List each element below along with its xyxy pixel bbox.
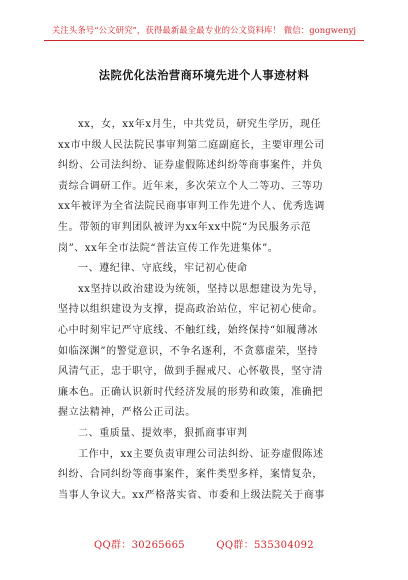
body-line: 纠纷、合同纠纷等商事案件，案件类型多样，案情复杂， [58, 469, 323, 481]
body-line: 握立法精神，严格公正司法。 [58, 407, 196, 419]
body-line: 岗”、xx年全市法院“普法宣传工作先进集体”。 [58, 242, 279, 254]
body-line: 责综合调研工作。近年来，多次荣立个人二等功、三等功 [58, 180, 323, 192]
body-line: xx市中级人民法院民事审判第二庭副庭长，主要审理公司 [58, 139, 325, 151]
document-body [58, 115, 352, 506]
body-line: 纠纷、公司法纠纷、证券虚假陈述纠纷等商事案件，并负 [58, 160, 323, 172]
document-title: 法院优化法治营商环境先进个人事迹材料 [98, 68, 310, 82]
body-line: 工作中，xx主要负责审理公司法纠纷、证券虚假陈述 [78, 448, 324, 460]
body-line: 廉本色。正确认识新时代经济发展的形势和政策，准确把 [58, 386, 323, 398]
footer-qq-group-1: QQ群：30265665 [94, 540, 185, 551]
body-line: 生。带领的审判团队被评为xx年xx中院“为民服务示范 [58, 221, 312, 233]
header-divider [44, 40, 364, 41]
body-line: xx年被评为全省法院民商事审判工作先进个人、优秀选调 [58, 201, 325, 213]
body-line: xx坚持以政治建设为统领，坚持以思想建设为先导， [78, 283, 324, 295]
body-line: 如临深渊”的警觉意识，不争名逐利，不贪慕虚荣，坚持 [58, 345, 319, 357]
body-line: 坚持以组织建设为支撑，提高政治站位，牢记初心使命。 [58, 304, 323, 316]
body-line: 当事人争议大。xx严格落实省、市委和上级法院关于商事 [58, 489, 325, 501]
body-line: 一、遵纪律、守底线，牢记初心使命 [78, 263, 248, 275]
body-line: 心中时刻牢记严守底线、不触红线，始终保持“如履薄冰 [58, 324, 319, 336]
footer-qq-group-2: QQ群：535304092 [216, 540, 314, 551]
footer [0, 536, 408, 551]
body-line: 风清气正，忠于职守，做到手握戒尺、心怀敬畏，坚守清 [58, 366, 323, 378]
body-line: xx，女，xx年x月生，中共党员，研究生学历，现任 [78, 119, 322, 130]
body-line: 二、重质量、提效率，狠抓商事审判 [78, 427, 248, 439]
header-banner: 关注头条号“公文研究”，获得最新最全最专业的公文资料库！ 微信：gongwenyj [51, 25, 357, 35]
